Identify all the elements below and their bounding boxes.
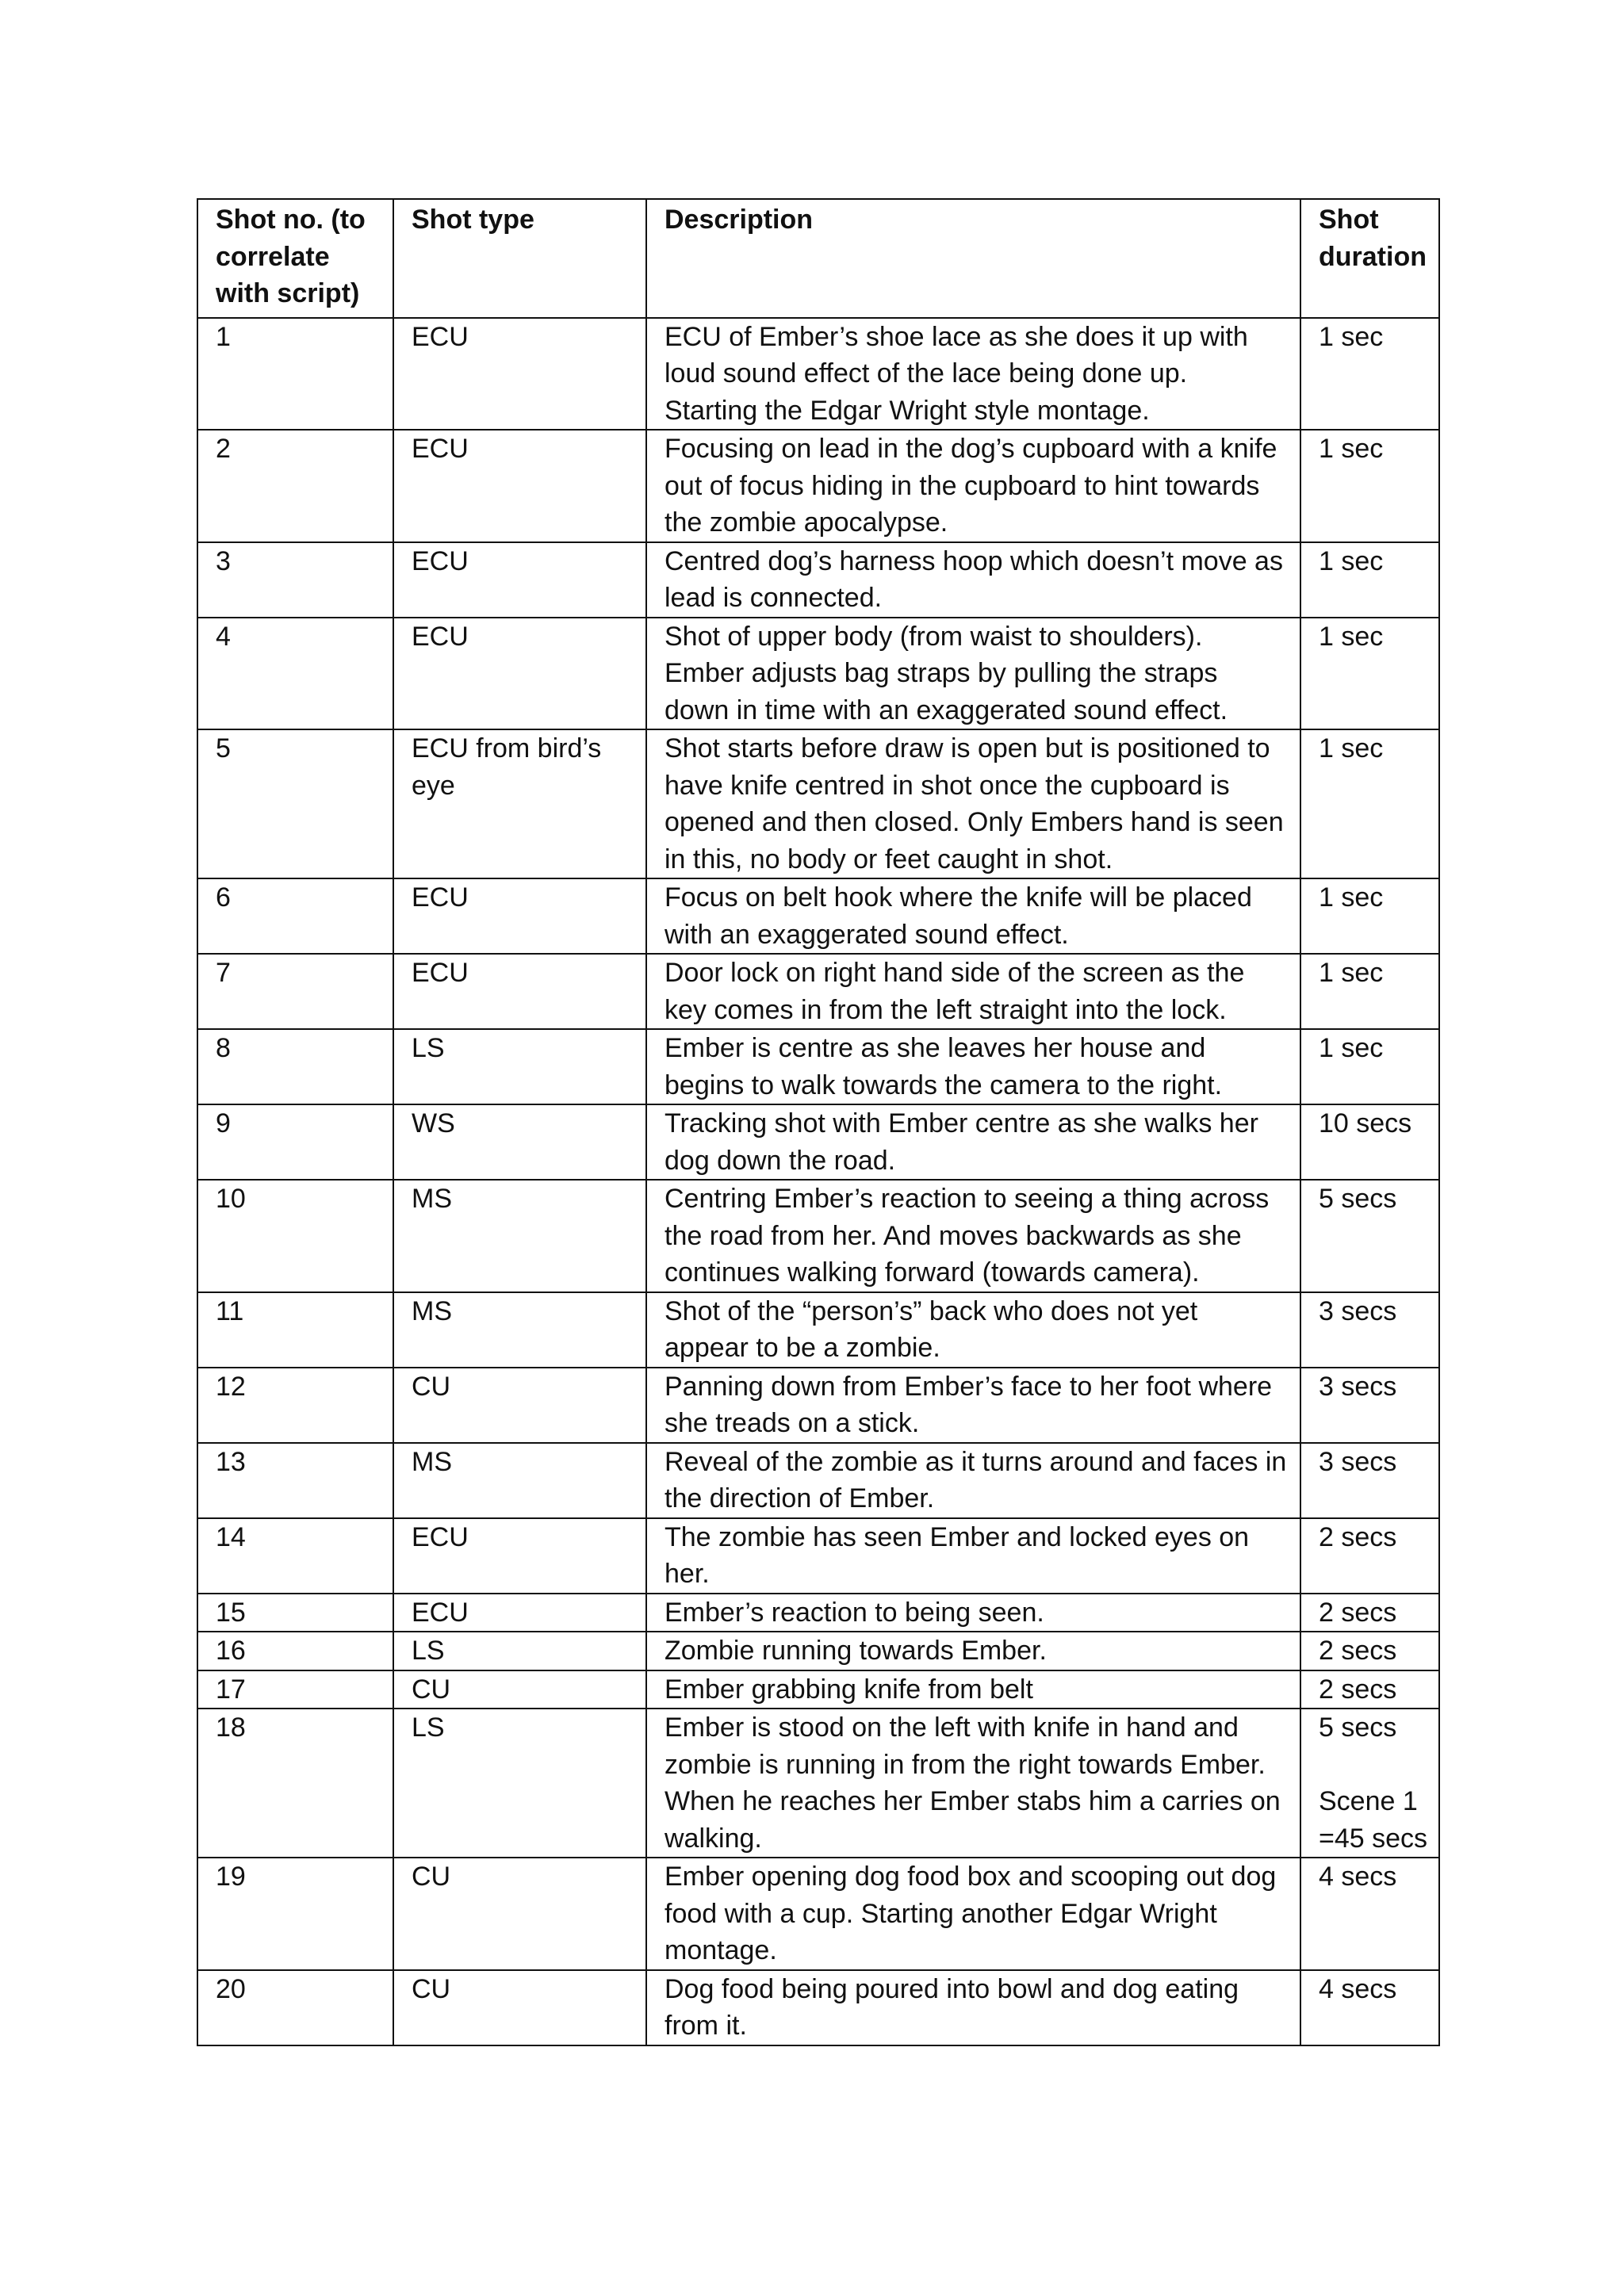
cell-shot-type: LS bbox=[393, 1709, 646, 1858]
cell-description: Ember opening dog food box and scooping out dog food with a cup. Starting another Edgar Wright montage. bbox=[646, 1858, 1300, 1970]
cell-duration: 1 sec bbox=[1300, 430, 1439, 542]
cell-description: Ember is centre as she leaves her house and begins to walk towards the camera to the right. bbox=[646, 1029, 1300, 1104]
table-row bbox=[197, 618, 1439, 730]
table-row bbox=[197, 1292, 1439, 1368]
cell-shot-no: 20 bbox=[197, 1970, 393, 2045]
table-row bbox=[197, 1029, 1439, 1104]
cell-shot-type: ECU bbox=[393, 1594, 646, 1632]
cell-shot-no: 12 bbox=[197, 1368, 393, 1443]
cell-description: Panning down from Ember’s face to her foot where she treads on a stick. bbox=[646, 1368, 1300, 1443]
cell-description: Shot of upper body (from waist to shoulders). Ember adjusts bag straps by pulling the straps down in time with an exaggerated sound effect. bbox=[646, 618, 1300, 730]
cell-shot-type: WS bbox=[393, 1104, 646, 1180]
cell-description: ECU of Ember’s shoe lace as she does it up with loud sound effect of the lace being done up. Starting the Edgar Wright style montage. bbox=[646, 318, 1300, 430]
cell-shot-no: 9 bbox=[197, 1104, 393, 1180]
cell-duration: 3 secs bbox=[1300, 1368, 1439, 1443]
cell-shot-type: MS bbox=[393, 1180, 646, 1292]
cell-shot-no: 10 bbox=[197, 1180, 393, 1292]
cell-shot-type: CU bbox=[393, 1858, 646, 1970]
cell-shot-type: ECU bbox=[393, 318, 646, 430]
cell-duration: 1 sec bbox=[1300, 954, 1439, 1029]
cell-duration: 1 sec bbox=[1300, 618, 1439, 730]
cell-description: The zombie has seen Ember and locked eyes on her. bbox=[646, 1518, 1300, 1594]
cell-description: Focus on belt hook where the knife will be placed with an exaggerated sound effect. bbox=[646, 878, 1300, 954]
table-row bbox=[197, 542, 1439, 618]
cell-shot-type: ECU from bird’s eye bbox=[393, 729, 646, 878]
cell-description: Ember grabbing knife from belt bbox=[646, 1670, 1300, 1709]
cell-shot-type: ECU bbox=[393, 1518, 646, 1594]
cell-description: Ember is stood on the left with knife in hand and zombie is running in from the right towards Ember. When he reaches her Ember stabs him a carries on walking. bbox=[646, 1709, 1300, 1858]
cell-duration: 1 sec bbox=[1300, 318, 1439, 430]
cell-duration: 5 secs bbox=[1300, 1180, 1439, 1292]
table-row bbox=[197, 1970, 1439, 2045]
cell-description: Dog food being poured into bowl and dog eating from it. bbox=[646, 1970, 1300, 2045]
table-row bbox=[197, 878, 1439, 954]
cell-duration: 2 secs bbox=[1300, 1594, 1439, 1632]
header-shot-no: Shot no. (to correlate with script) bbox=[197, 199, 393, 318]
cell-shot-type: MS bbox=[393, 1292, 646, 1368]
cell-description: Centred dog’s harness hoop which doesn’t move as lead is connected. bbox=[646, 542, 1300, 618]
table-row bbox=[197, 1443, 1439, 1518]
table-row bbox=[197, 1594, 1439, 1632]
shot-list-table bbox=[197, 198, 1440, 2046]
cell-shot-type: LS bbox=[393, 1632, 646, 1670]
cell-duration: 4 secs bbox=[1300, 1970, 1439, 2045]
cell-shot-type: CU bbox=[393, 1670, 646, 1709]
cell-duration: 10 secs bbox=[1300, 1104, 1439, 1180]
table-header-row bbox=[197, 199, 1439, 318]
cell-shot-no: 16 bbox=[197, 1632, 393, 1670]
cell-duration: 3 secs bbox=[1300, 1443, 1439, 1518]
cell-shot-no: 11 bbox=[197, 1292, 393, 1368]
cell-shot-type: ECU bbox=[393, 430, 646, 542]
cell-shot-no: 17 bbox=[197, 1670, 393, 1709]
table-row bbox=[197, 1858, 1439, 1970]
cell-description: Zombie running towards Ember. bbox=[646, 1632, 1300, 1670]
table-row bbox=[197, 1632, 1439, 1670]
cell-shot-no: 13 bbox=[197, 1443, 393, 1518]
cell-description: Door lock on right hand side of the screen as the key comes in from the left straight into the lock. bbox=[646, 954, 1300, 1029]
header-shot-type: Shot type bbox=[393, 199, 646, 318]
cell-duration: 2 secs bbox=[1300, 1632, 1439, 1670]
cell-duration: 5 secs Scene 1 =45 secs bbox=[1300, 1709, 1439, 1858]
table-row bbox=[197, 430, 1439, 542]
cell-shot-no: 7 bbox=[197, 954, 393, 1029]
cell-shot-type: ECU bbox=[393, 618, 646, 730]
cell-shot-no: 14 bbox=[197, 1518, 393, 1594]
cell-shot-type: MS bbox=[393, 1443, 646, 1518]
header-description: Description bbox=[646, 199, 1300, 318]
cell-shot-type: LS bbox=[393, 1029, 646, 1104]
cell-duration: 2 secs bbox=[1300, 1670, 1439, 1709]
table-row bbox=[197, 1180, 1439, 1292]
table-row bbox=[197, 954, 1439, 1029]
cell-shot-type: ECU bbox=[393, 878, 646, 954]
cell-duration: 1 sec bbox=[1300, 1029, 1439, 1104]
table-row bbox=[197, 318, 1439, 430]
cell-duration: 1 sec bbox=[1300, 542, 1439, 618]
cell-shot-no: 3 bbox=[197, 542, 393, 618]
cell-shot-type: CU bbox=[393, 1368, 646, 1443]
table-row bbox=[197, 729, 1439, 878]
cell-description: Shot starts before draw is open but is positioned to have knife centred in shot once the cupboard is opened and then closed. Only Embers hand is seen in this, no body or feet caught in shot. bbox=[646, 729, 1300, 878]
cell-description: Focusing on lead in the dog’s cupboard with a knife out of focus hiding in the cupboard to hint towards the zombie apocalypse. bbox=[646, 430, 1300, 542]
cell-shot-no: 4 bbox=[197, 618, 393, 730]
cell-duration: 2 secs bbox=[1300, 1518, 1439, 1594]
cell-shot-no: 1 bbox=[197, 318, 393, 430]
table-row bbox=[197, 1368, 1439, 1443]
cell-shot-type: CU bbox=[393, 1970, 646, 2045]
table-row bbox=[197, 1709, 1439, 1858]
cell-duration: 1 sec bbox=[1300, 729, 1439, 878]
cell-description: Centring Ember’s reaction to seeing a thing across the road from her. And moves backwards as she continues walking forward (towards camera). bbox=[646, 1180, 1300, 1292]
cell-duration: 4 secs bbox=[1300, 1858, 1439, 1970]
header-shot-duration: Shot duration bbox=[1300, 199, 1439, 318]
cell-description: Shot of the “person’s” back who does not yet appear to be a zombie. bbox=[646, 1292, 1300, 1368]
cell-shot-type: ECU bbox=[393, 954, 646, 1029]
cell-duration: 1 sec bbox=[1300, 878, 1439, 954]
cell-duration: 3 secs bbox=[1300, 1292, 1439, 1368]
cell-description: Reveal of the zombie as it turns around and faces in the direction of Ember. bbox=[646, 1443, 1300, 1518]
cell-shot-no: 19 bbox=[197, 1858, 393, 1970]
cell-description: Tracking shot with Ember centre as she walks her dog down the road. bbox=[646, 1104, 1300, 1180]
table-row bbox=[197, 1104, 1439, 1180]
cell-shot-no: 5 bbox=[197, 729, 393, 878]
cell-shot-no: 18 bbox=[197, 1709, 393, 1858]
cell-shot-no: 6 bbox=[197, 878, 393, 954]
table-row bbox=[197, 1670, 1439, 1709]
cell-shot-no: 8 bbox=[197, 1029, 393, 1104]
table-row bbox=[197, 1518, 1439, 1594]
cell-shot-type: ECU bbox=[393, 542, 646, 618]
cell-shot-no: 2 bbox=[197, 430, 393, 542]
cell-description: Ember’s reaction to being seen. bbox=[646, 1594, 1300, 1632]
cell-shot-no: 15 bbox=[197, 1594, 393, 1632]
